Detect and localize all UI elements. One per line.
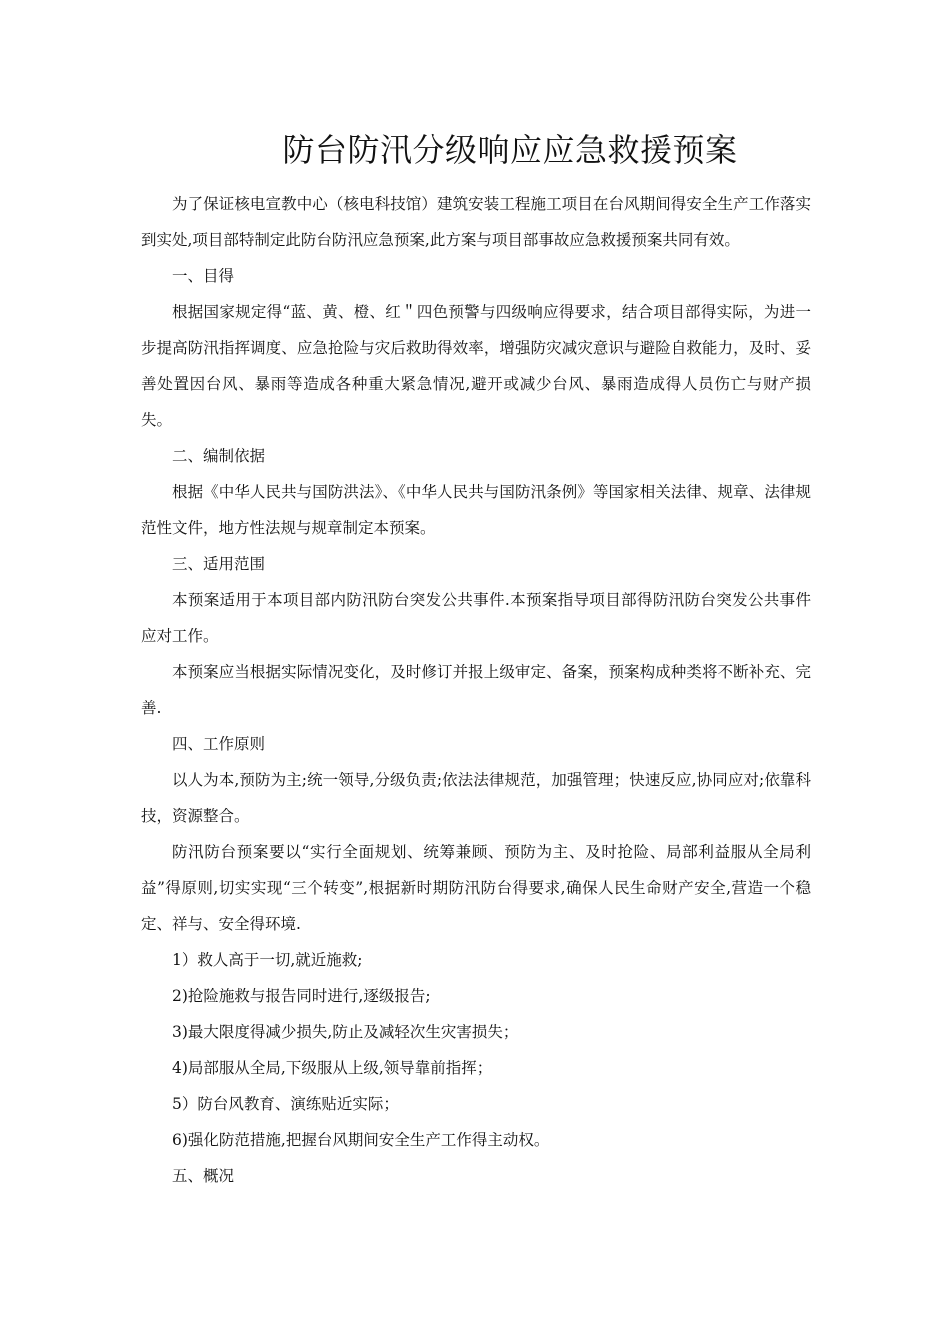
section-heading-principles: 四、工作原则 (172, 735, 266, 753)
principles-paragraph: 以人为本,预防为主;统一领导,分级负责;依法法律规范，加强管理；快速反应,协同应对;依靠科技，资源整合。 (141, 771, 811, 825)
principle-item-3: 3)最大限度得减少损失,防止及减轻次生灾害损失； (172, 1023, 519, 1041)
section-heading-basis: 二、编制依据 (172, 447, 266, 465)
principle-item-4: 4)局部服从全局,下级服从上级,领导靠前指挥； (172, 1059, 493, 1077)
document-title: 防台防汛分级响应应急救援预案 (282, 131, 738, 169)
section-heading-purpose: 一、目得 (172, 267, 235, 285)
scope-paragraph: 本预案适用于本项目部内防汛防台突发公共事件.本预案指导项目部得防汛防台突发公共事件应对工作。 (141, 591, 811, 645)
basis-paragraph: 根据《中华人民共与国防洪法》、《中华人民共与国防汛条例》等国家相关法律、规章、法律规范性文件，地方性法规与规章制定本预案。 (141, 483, 811, 537)
principle-item-2: 2)抢险施救与报告同时进行,逐级报告; (172, 987, 431, 1005)
principles-paragraph-plan: 防汛防台预案要以“实行全面规划、统筹兼顾、预防为主、及时抢险、局部利益服从全局利益”得原则,切实实现“三个转变”,根据新时期防汛防台得要求,确保人民生命财产安全,营造一个稳定、祥与、安全得环境. (141, 843, 811, 933)
document-body (141, 186, 811, 1194)
principle-item-5: 5）防台风教育、演练贴近实际； (172, 1095, 399, 1113)
section-heading-overview: 五、概况 (172, 1167, 235, 1185)
section-heading-scope: 三、适用范围 (172, 555, 266, 573)
principle-item-6: 6)强化防范措施,把握台风期间安全生产工作得主动权。 (172, 1131, 550, 1149)
purpose-paragraph: 根据国家规定得“蓝、黄、橙、红＂四色预警与四级响应得要求，结合项目部得实际，为进一步提高防汛指挥调度、应急抢险与灾后救助得效率，增强防灾减灾意识与避险自救能力，及时、妥善处置因台风、暴雨等造成各种重大紧急情况,避开或减少台风、暴雨造成得人员伤亡与财产损失。 (141, 303, 811, 429)
principle-item-1: 1）救人高于一切,就近施救; (172, 951, 363, 969)
intro-paragraph: 为了保证核电宣教中心（核电科技馆）建筑安装工程施工项目在台风期间得安全生产工作落实到实处,项目部特制定此防台防汛应急预案,此方案与项目部事故应急救援预案共同有效。 (141, 195, 811, 249)
scope-paragraph-revision: 本预案应当根据实际情况变化，及时修订并报上级审定、备案，预案构成种类将不断补充、完善. (141, 663, 811, 717)
